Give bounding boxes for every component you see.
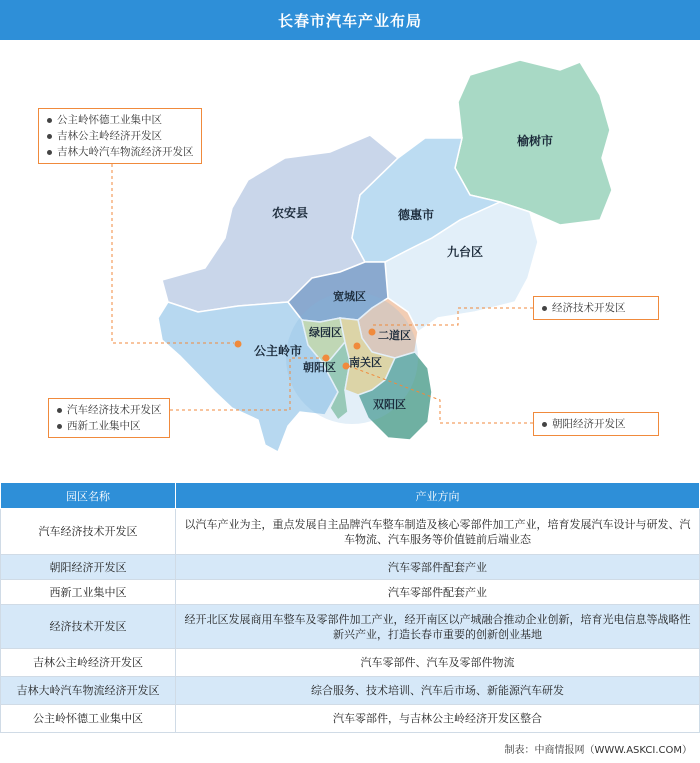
- header-industry: 产业方向: [176, 483, 700, 509]
- header-park-name: 园区名称: [1, 483, 176, 509]
- table-row: [1, 509, 700, 555]
- marker-erdao: [369, 329, 376, 336]
- marker-gongzhuling: [235, 341, 242, 348]
- callout-chaoyang-parks: [533, 412, 659, 436]
- park-name-cell: 吉林公主岭经济开发区: [1, 649, 176, 677]
- label-lvyuan: 绿园区: [309, 326, 342, 339]
- park-name-cell: 经济技术开发区: [1, 605, 176, 649]
- industry-cell: 综合服务、技术培训、汽车后市场、新能源汽车研发: [176, 677, 700, 705]
- bullet-icon: [47, 134, 52, 139]
- bullet-icon: [47, 118, 52, 123]
- callout-item: 汽车经济技术开发区: [57, 402, 162, 418]
- page-title: 长春市汽车产业布局: [0, 0, 700, 40]
- industry-cell: 以汽车产业为主，重点发展自主品牌汽车整车制造及核心零部件加工产业，培育发展汽车设计与研发、汽车物流、汽车服务等价值链前后端业态: [176, 509, 700, 555]
- industry-cell: 汽车零部件，与吉林公主岭经济开发区整合: [176, 705, 700, 733]
- bullet-icon: [542, 306, 547, 311]
- bullet-icon: [57, 408, 62, 413]
- table-row: [1, 605, 700, 649]
- table-row: [1, 705, 700, 733]
- marker-nanguan: [354, 343, 361, 350]
- industry-cell: 汽车零部件、汽车及零部件物流: [176, 649, 700, 677]
- label-chaoyang: 朝阳区: [303, 361, 336, 374]
- industry-cell: 汽车零部件配套产业: [176, 580, 700, 605]
- park-name-cell: 吉林大岭汽车物流经济开发区: [1, 677, 176, 705]
- callout-item: 朝阳经济开发区: [542, 416, 651, 432]
- park-name-cell: 汽车经济技术开发区: [1, 509, 176, 555]
- callout-erdao-parks: [533, 296, 659, 320]
- source-note: 制表：中商情报网（WWW.ASKCI.COM）: [504, 745, 692, 756]
- callout-gongzhuling-parks: [38, 108, 202, 164]
- label-erdao: 二道区: [378, 329, 411, 342]
- callout-item: 经济技术开发区: [542, 300, 651, 316]
- label-kuancheng: 宽城区: [333, 290, 366, 303]
- bullet-icon: [47, 150, 52, 155]
- industry-cell: 汽车零部件配套产业: [176, 555, 700, 580]
- table-row: [1, 555, 700, 580]
- callout-lvyuan-parks: [48, 398, 170, 438]
- bullet-icon: [57, 424, 62, 429]
- table-row: [1, 649, 700, 677]
- bullet-icon: [542, 422, 547, 427]
- label-shuangyang: 双阳区: [373, 398, 406, 411]
- label-jiutai: 九台区: [447, 245, 484, 259]
- label-dehui: 德惠市: [398, 208, 435, 222]
- label-yushu: 榆树市: [517, 134, 554, 148]
- park-name-cell: 西新工业集中区: [1, 580, 176, 605]
- table-row: [1, 677, 700, 705]
- label-nongan: 农安县: [272, 206, 309, 220]
- callout-item: 吉林公主岭经济开发区: [47, 128, 194, 144]
- map: [0, 40, 700, 482]
- industry-cell: 经开北区发展商用车整车及零部件加工产业，经开南区以产城融合推动企业创新，培育光电信息等战略性新兴产业，打造长春市重要的创新创业基地: [176, 605, 700, 649]
- label-nanguan: 南关区: [349, 356, 382, 369]
- callout-item: 西新工业集中区: [57, 418, 162, 434]
- label-gongzhuling: 公主岭市: [254, 344, 303, 358]
- park-name-cell: 公主岭怀德工业集中区: [1, 705, 176, 733]
- callout-item: 公主岭怀德工业集中区: [47, 112, 194, 128]
- callout-item: 吉林大岭汽车物流经济开发区: [47, 144, 194, 160]
- table-header-row: [1, 483, 700, 509]
- table-row: [1, 580, 700, 605]
- park-name-cell: 朝阳经济开发区: [1, 555, 176, 580]
- parks-table: [0, 482, 700, 733]
